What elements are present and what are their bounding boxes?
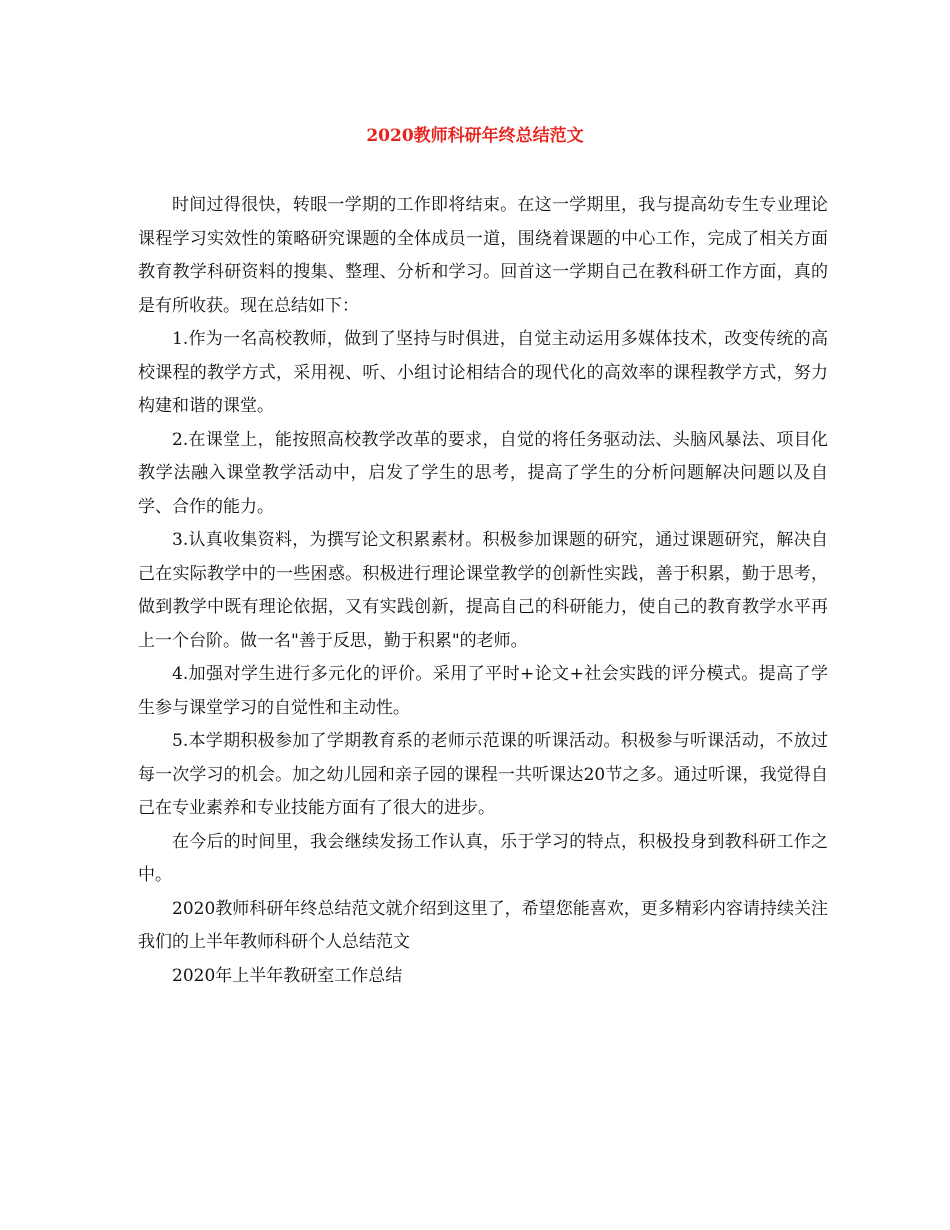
related-article-title: 2020年上半年教研室工作总结	[172, 965, 403, 986]
paragraph-item-1: 1.作为一名高校教师，做到了坚持与时俱进，自觉主动运用多媒体技术，改变传统的高校课程的教学方式，采用视、听、小组讨论相结合的现代化的高效率的课程教学方式，努力构建和谐的课堂。	[138, 329, 828, 416]
paragraph-intro: 时间过得很快，转眼一学期的工作即将结束。在这一学期里，我与提高幼专生专业理论课程学习实效性的策略研究课题的全体成员一道，围绕着课题的中心工作，完成了相关方面教育教学科研资料的搜集、整理、分析和学习。回首这一学期自己在教科研工作方面，真的是有所收获。现在总结如下：	[138, 195, 828, 316]
paragraph-item-4: 4.加强对学生进行多元化的评价。采用了平时+论文+社会实践的评分模式。提高了学生参与课堂学习的自觉性和主动性。	[138, 664, 828, 718]
document-title: 2020教师科研年终总结范文	[366, 126, 584, 146]
paragraph-item-2: 2.在课堂上，能按照高校教学改革的要求，自觉的将任务驱动法、头脑风暴法、项目化教学法融入课堂教学活动中，启发了学生的思考，提高了学生的分析问题解决问题以及自学、合作的能力。	[138, 429, 828, 517]
paragraph-item-5: 5.本学期积极参加了学期教育系的老师示范课的听课活动。积极参与听课活动，不放过每一次学习的机会。加之幼儿园和亲子园的课程一共听课达20节之多。通过听课，我觉得自己在专业素养和专业技能方面有了很大的进步。	[138, 731, 828, 818]
paragraph-closing-note: 2020教师科研年终总结范文就介绍到这里了，希望您能喜欢，更多精彩内容请持续关注我们的上半年教师科研个人总结范文	[138, 898, 828, 952]
paragraph-conclusion: 在今后的时间里，我会继续发扬工作认真，乐于学习的特点，积极投身到教科研工作之中。	[138, 831, 828, 885]
paragraph-item-3: 3.认真收集资料，为撰写论文积累素材。积极参加课题的研究，通过课题研究，解决自己在实际教学中的一些困惑。积极进行理论课堂教学的创新性实践，善于积累，勤于思考，做到教学中既有理论依据，又有实践创新，提高自己的科研能力，使自己的教育教学水平再上一个台阶。做一名"善于反思，勤于积累"的老师。	[138, 530, 828, 651]
document-body	[138, 189, 828, 993]
